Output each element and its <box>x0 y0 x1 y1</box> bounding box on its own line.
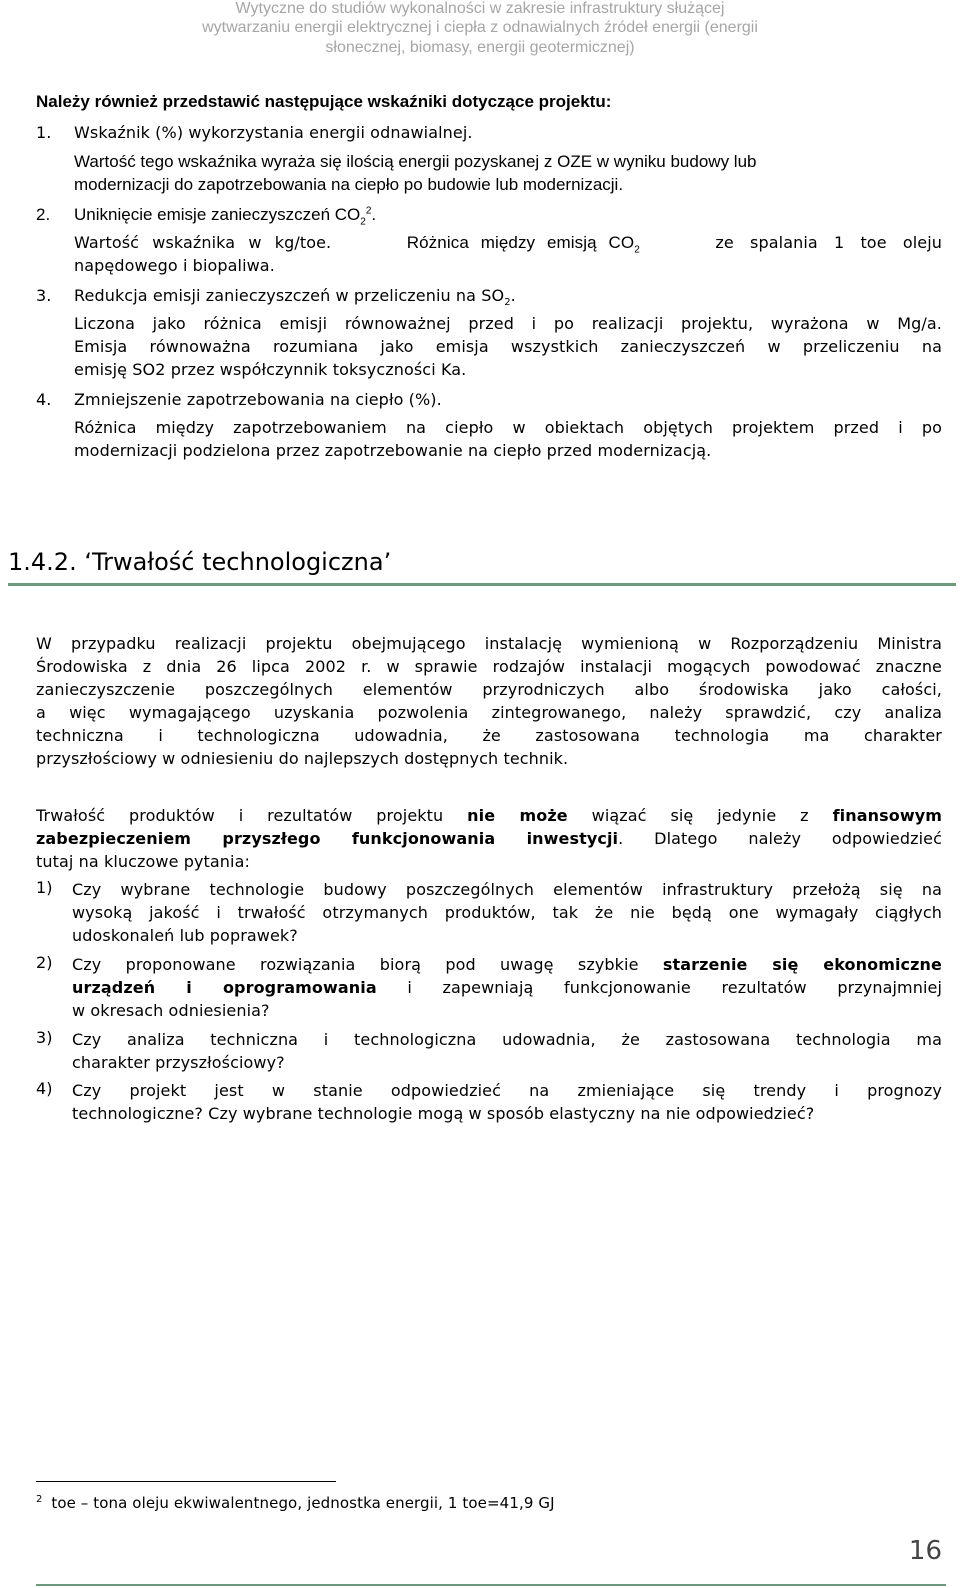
indicator-2-desc <box>74 256 275 275</box>
footnote <box>36 1494 555 1512</box>
indicator-desc-line: napędowego i biopaliwa. <box>74 256 275 275</box>
paragraph-line: przyszłościowy w odniesieniu do najlepszych dostępnych technik. <box>36 749 569 768</box>
indicator-title <box>74 286 516 309</box>
text-run: wiązać się jedynie z <box>567 806 833 825</box>
paragraph-line: zanieczyszczenie poszczególnych elementów przyrodniczych albo środowiska jako całości, <box>36 680 942 699</box>
indicator-1-desc <box>74 152 756 172</box>
title-end: . <box>510 286 516 305</box>
title-text: Redukcja emisji zanieczyszczeń w przeliczeniu na SO <box>74 286 505 305</box>
indicator-3-desc <box>74 360 466 379</box>
question-line: technologiczne? Czy wybrane technologie mogą w sposób elastyczny na nie odpowiedzieć? <box>72 1104 815 1123</box>
paragraph-line: W przypadku realizacji projektu obejmującego instalację wymienioną w Rozporządzeniu Ministra <box>36 634 942 653</box>
bold-run: nie może <box>467 806 568 825</box>
section-heading: 1.4.2. ‘Trwałość technologiczna’ <box>8 548 392 576</box>
question-line <box>72 953 942 976</box>
indicator-3-desc <box>74 337 942 356</box>
question-number: 2) <box>36 953 53 972</box>
list-number: 2. <box>36 205 51 224</box>
indicator-title: Wskaźnik (%) wykorzystania energii odnawialnej. <box>74 123 473 142</box>
paragraph-line: Środowiska z dnia 26 lipca 2002 r. w sprawie rodzajów instalacji mogących powodować znaczne <box>36 657 942 676</box>
intro-text: Należy również przedstawić następujące wskaźniki dotyczące projektu: <box>36 92 612 111</box>
text-run: Trwałość produktów i rezultatów projektu <box>36 806 468 825</box>
indicator-desc-line: Liczona jako różnica emisji równoważnej przed i po realizacji projektu, wyrażona w Mg/a. <box>74 314 942 333</box>
question-line: wysoką jakość i trwałość otrzymanych produktów, tak że nie będą one wymagały ciągłych <box>72 903 942 922</box>
bold-run: starzenie się ekonomiczne <box>662 955 942 974</box>
bold-run: urządzeń i oprogramowania <box>72 978 377 997</box>
question-3 <box>36 1028 942 1074</box>
desc-part: ze spalania 1 toe oleju <box>715 233 942 252</box>
list-number: 3. <box>36 286 52 305</box>
question-line: Czy projekt jest w stanie odpowiedzieć na zmieniające się trendy i prognozy <box>72 1081 942 1100</box>
subscript: 2 <box>360 216 366 228</box>
paragraph-line <box>36 827 942 850</box>
question-line: udoskonaleń lub poprawek? <box>72 926 298 945</box>
header-line: wytwarzaniu energii elektrycznej i ciepła z odnawialnych źródeł energii (energii <box>202 19 758 36</box>
desc-part: Wartość wskaźnika w kg/toe. <box>74 233 332 252</box>
question-1 <box>36 878 942 947</box>
header-line: słonecznej, biomasy, energii geotermicznej) <box>325 39 635 56</box>
footer-rule <box>36 1584 946 1586</box>
bold-run: finansowym <box>832 806 942 825</box>
header-line: Wytyczne do studiów wykonalności w zakresie infrastruktury służącej <box>235 0 725 17</box>
question-2 <box>36 953 942 1022</box>
paragraph-line: techniczna i technologiczna udowadnia, że zastosowana technologia ma charakter <box>36 726 942 745</box>
list-number: 1. <box>36 123 52 142</box>
question-number: 1) <box>36 878 53 897</box>
title-text: Uniknięcie emisje zanieczyszczeń CO <box>74 205 361 224</box>
title-end: . <box>371 205 377 224</box>
indicator-4-title <box>36 390 442 409</box>
indicator-desc-line: modernizacji do zapotrzebowania na ciepło po budowie lub modernizacji. <box>74 175 624 194</box>
question-line: Czy wybrane technologie budowy poszczególnych elementów infrastruktury przełożą się na <box>72 880 942 899</box>
indicator-3-desc <box>74 314 942 333</box>
indicator-desc-line: modernizacji podzielona przez zapotrzebowanie na ciepło przed modernizacją. <box>74 441 712 460</box>
heading-underline <box>8 583 956 586</box>
indicator-desc-line: emisję SO2 przez współczynnik toksyczności Ka. <box>74 360 467 379</box>
desc-part <box>406 233 640 256</box>
question-4 <box>36 1079 942 1125</box>
text-run: i zapewniają funkcjonowanie rezultatów przynajmniej <box>376 978 942 997</box>
indicator-2-title <box>36 205 377 228</box>
paragraph-line <box>36 804 942 827</box>
text-run: . Dlatego należy odpowiedzieć <box>618 829 942 848</box>
paragraph-durability <box>36 804 942 873</box>
question-line: charakter przyszłościowy? <box>72 1053 285 1072</box>
footnote-ref: 2 <box>365 205 372 217</box>
indicator-2-desc <box>74 233 942 256</box>
subscript: 2 <box>634 244 640 256</box>
footnote-mark: 2 <box>36 1494 43 1505</box>
desc-text: Różnica między emisją CO <box>406 233 635 252</box>
list-number: 4. <box>36 390 52 409</box>
indicators-intro <box>36 92 611 112</box>
indicator-desc-line: Wartość tego wskaźnika wyraża się ilością energii pozyskanej z OZE w wyniku budowy lub <box>74 152 757 171</box>
indicator-4-desc <box>74 441 711 460</box>
question-number: 4) <box>36 1079 53 1098</box>
paragraph-line: a więc wymagającego uzyskania pozwolenia zintegrowanego, należy sprawdzić, czy analiza <box>36 703 942 722</box>
indicator-3-title <box>36 286 516 309</box>
indicator-1-title <box>36 123 473 142</box>
text-run: Czy proponowane rozwiązania biorą pod uwagę szybkie <box>72 955 663 974</box>
footnote-separator <box>36 1481 336 1482</box>
question-line <box>72 976 942 999</box>
footnote-text: toe – tona oleju ekwiwalentnego, jednostka energii, 1 toe=41,9 GJ <box>51 1494 555 1512</box>
subscript: 2 <box>504 297 511 309</box>
paragraph-line: tutaj na kluczowe pytania: <box>36 852 250 871</box>
indicator-desc-line: Różnica między zapotrzebowaniem na ciepło w obiektach objętych projektem przed i po <box>74 418 942 437</box>
bold-run: zabezpieczeniem przyszłego funkcjonowania inwestycji <box>36 829 619 848</box>
question-number: 3) <box>36 1028 53 1047</box>
indicator-1-desc <box>74 175 623 195</box>
paragraph-installation <box>36 632 942 770</box>
indicator-title: Zmniejszenie zapotrzebowania na ciepło (%). <box>74 390 442 409</box>
indicator-title <box>74 205 377 228</box>
indicator-desc-line: Emisja równoważna rozumiana jako emisja wszystkich zanieczyszczeń w przeliczeniu na <box>74 337 942 356</box>
question-line: w okresach odniesienia? <box>72 1001 270 1020</box>
question-line: Czy analiza techniczna i technologiczna udowadnia, że zastosowana technologia ma <box>72 1030 942 1049</box>
page-number: 16 <box>908 1536 942 1566</box>
indicator-4-desc <box>74 418 942 437</box>
